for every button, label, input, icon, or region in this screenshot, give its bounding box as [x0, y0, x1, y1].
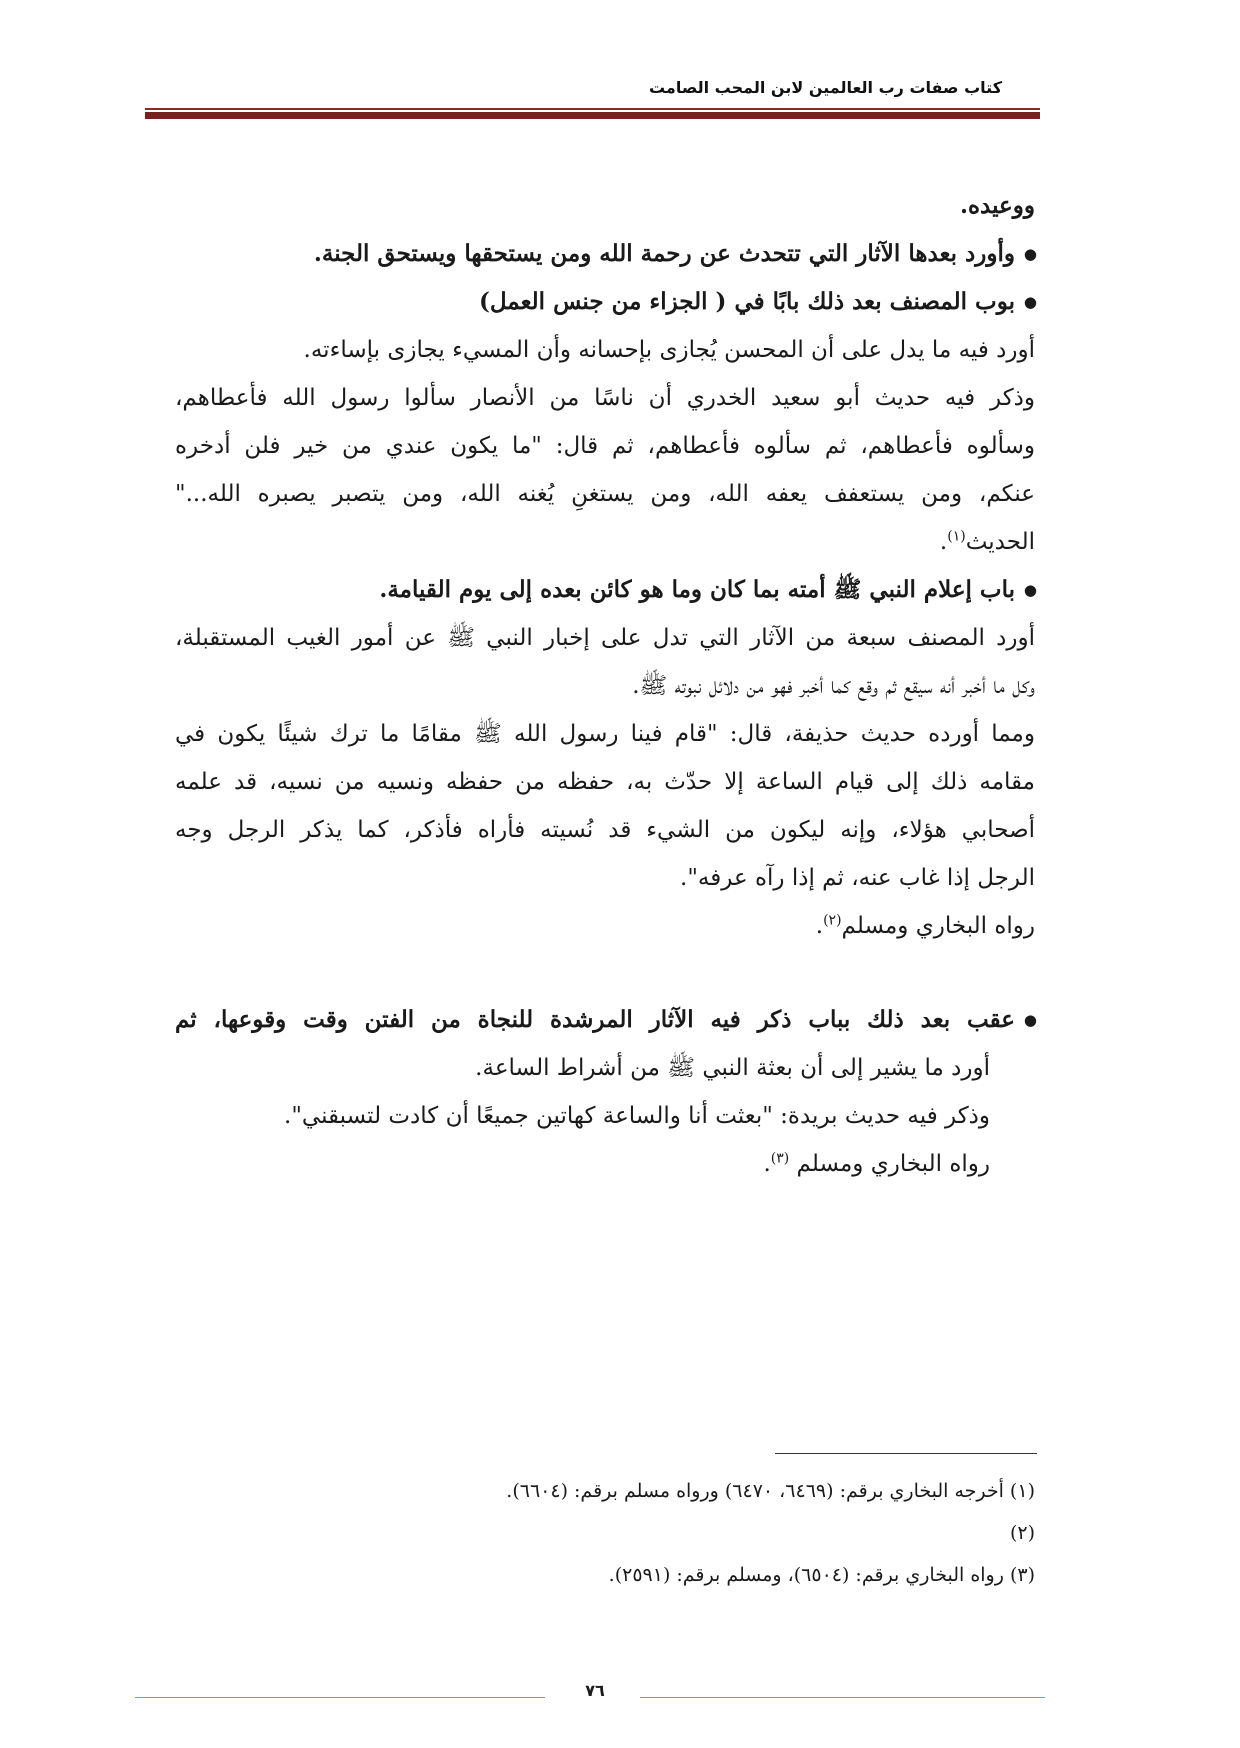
line-5: وذكر فيه حديث أبو سعيد الخدري أن ناسًا من الأنصار سألوا رسول الله فأعطاهم، [175, 385, 1035, 411]
line-8-end: . [939, 529, 948, 555]
footnote-3: (٣) رواه البخاري برقم: (٦٥٠٤)، ومسلم برقم: (٢٥٩١). [608, 1564, 1035, 1586]
footnote-2: (٢) [1009, 1522, 1035, 1544]
footer-rule-right [640, 1697, 1045, 1698]
line-6: وسألوه فأعطاهم، ثم سألوه فأعطاهم، ثم قال: "ما يكون عندي من خير فلن أدخره [175, 433, 1035, 459]
line-12: ومما أورده حديث حذيفة، قال: "قام فينا رسول الله ﷺ مقامًا ما ترك شيئًا يكون في [175, 721, 1035, 747]
header-rule-thin [145, 108, 1040, 110]
footnote-ref-1: (١) [947, 528, 966, 545]
footnote-ref-2: (٢) [823, 912, 842, 929]
footnote-ref-3: (٣) [770, 1150, 790, 1167]
line-18: أورد ما يشير إلى أن بعثة النبي ﷺ من أشراط الساعة. [475, 1055, 990, 1081]
page-number: ٧٦ [585, 1681, 605, 1700]
line-1: ووعيده. [959, 192, 1035, 219]
line-16-text: رواه البخاري ومسلم [841, 913, 1035, 939]
header-rule-thick [145, 112, 1040, 119]
line-11: وكل ما أخبر أنه سيقع ثم وقع كما أخبر فهو من دلائل نبوته ﷺ. [632, 673, 1035, 699]
bullet-trials-chapter: ● عقب بعد ذلك بباب ذكر فيه الآثار المرشدة للنجاة من الفتن وقت وقوعها، ثم [175, 996, 1035, 1044]
line-20 [175, 1140, 1035, 1188]
line-16-end: . [815, 913, 824, 939]
running-header: كتاب صفات رب العالمين لابن المحب الصامت [648, 78, 1002, 97]
line-7: عنكم، ومن يستعفف يعفه الله، ومن يستغنِ يُغنه الله، ومن يتصبر يصبره الله..." [175, 481, 1035, 507]
line-20-text: رواه البخاري ومسلم [789, 1151, 990, 1177]
footnote-1: (١) أخرجه البخاري برقم: (٦٤٦٩، ٦٤٧٠) ورواه مسلم برقم: (٦٦٠٤). [506, 1480, 1035, 1502]
line-13: مقامه ذلك إلى قيام الساعة إلا حدّث به، حفظه من حفظه ونسيه من نسيه، قد علمه [175, 769, 1035, 795]
bullet-prophecy-chapter: ● باب إعلام النبي ﷺ أمته بما كان وما هو كائن بعده إلى يوم القيامة. [175, 566, 1035, 614]
bullet-recompense-chapter: ● بوب المصنف بعد ذلك بابًا في ( الجزاء من جنس العمل) [175, 278, 1035, 326]
line-19: وذكر فيه حديث بريدة: "بعثت أنا والساعة كهاتين جميعًا أن كادت لتسبقني". [284, 1103, 990, 1129]
line-4: أورد فيه ما يدل على أن المحسن يُجازى بإحسانه وأن المسيء يجازى بإساءته. [303, 337, 1035, 363]
bullet-mercy: ● وأورد بعدها الآثار التي تتحدث عن رحمة الله ومن يستحقها ويستحق الجنة. [175, 230, 1035, 278]
line-16 [175, 902, 1035, 950]
line-8-text: الحديث [965, 529, 1035, 555]
footnotes [335, 1470, 1035, 1596]
line-20-end: . [763, 1151, 771, 1177]
line-8 [175, 518, 1035, 566]
paragraph-gap [175, 950, 1035, 996]
footer-rule-left [135, 1697, 545, 1698]
line-15: الرجل إذا غاب عنه، ثم إذا رآه عرفه". [680, 865, 1035, 891]
footnote-separator [775, 1453, 1037, 1454]
line-10: أورد المصنف سبعة من الآثار التي تدل على إخبار النبي ﷺ عن أمور الغيب المستقبلة، [175, 625, 1035, 651]
line-14: أصحابي هؤلاء، وإنه ليكون من الشيء قد نُسيته فأراه فأذكر، كما يذكر الرجل وجه [175, 817, 1035, 843]
body-text [175, 182, 1035, 1188]
